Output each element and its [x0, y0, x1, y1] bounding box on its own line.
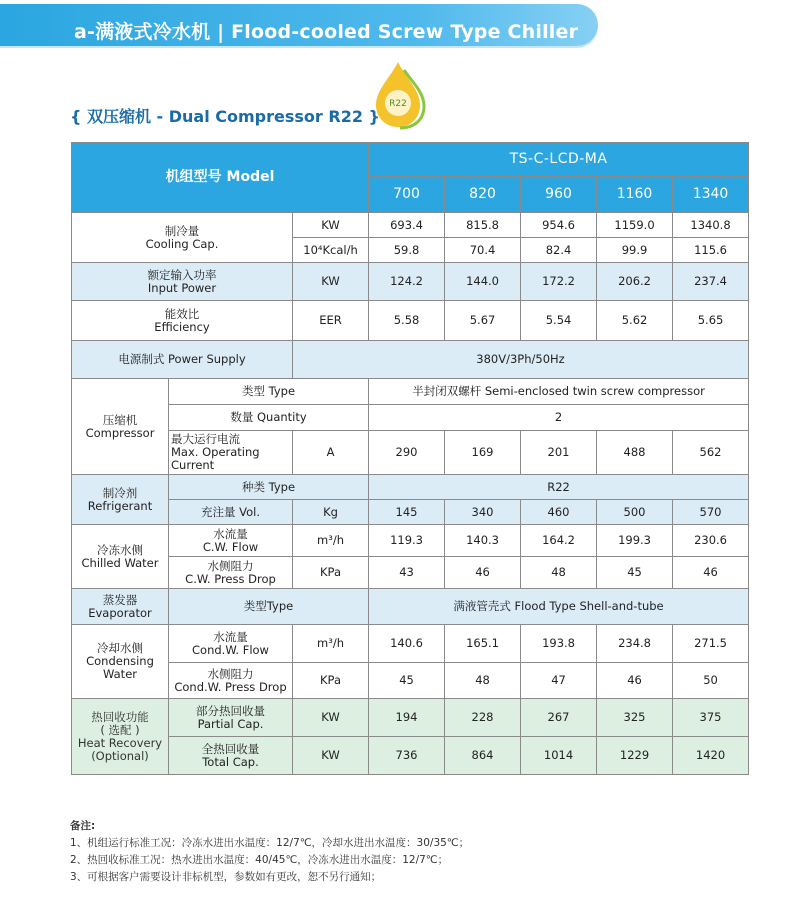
model-number: 960 [521, 177, 597, 213]
refrigerant-type-value: R22 [369, 475, 749, 500]
refrigerant-label-cn: 制冷剂 [102, 485, 138, 500]
evaporator-label [72, 589, 169, 625]
value-cell: 119.3 [369, 525, 445, 557]
refrigerant-label [72, 475, 169, 525]
value-cell: 230.6 [673, 525, 749, 557]
value-cell: 5.62 [597, 301, 673, 341]
value-cell: 59.8 [369, 238, 445, 263]
total-cap-label-en: Total Cap. [202, 754, 259, 769]
evaporator-type-value: 满液管壳式 Flood Type Shell-and-tube [369, 589, 749, 625]
value-cell: 194 [369, 699, 445, 737]
value-cell: 271.5 [673, 625, 749, 663]
total-cap-label [169, 737, 293, 775]
compressor-type-value: 半封闭双螺杆 Semi-enclosed twin screw compressor [369, 379, 749, 405]
efficiency-label-en: Efficiency [154, 319, 210, 334]
cond-drop-row [72, 663, 749, 699]
value-cell: 115.6 [673, 238, 749, 263]
compressor-qty-value: 2 [369, 405, 749, 431]
chilled-drop-label-cn: 水侧阻力 [207, 558, 254, 573]
chilled-flow-label-cn: 水流量 [213, 526, 248, 541]
chilled-flow-row [72, 525, 749, 557]
refrigerant-label-en: Refrigerant [87, 498, 153, 513]
efficiency-row [72, 301, 749, 341]
value-cell: 169 [445, 431, 521, 475]
spec-table [71, 142, 749, 775]
value-cell: 46 [445, 557, 521, 589]
value-cell: 201 [521, 431, 597, 475]
value-cell: 570 [673, 500, 749, 525]
section-subtitle: { 双压缩机 - Dual Compressor R22 } [70, 107, 380, 126]
value-cell: 340 [445, 500, 521, 525]
value-cell: 140.6 [369, 625, 445, 663]
notes-title: 备注: [70, 820, 96, 832]
model-number: 1340 [673, 177, 749, 213]
cooling-water-label-en1: Condensing [86, 654, 154, 668]
note-line: 3、可根据客户需要设计非标机型，参数如有更改，恕不另行通知； [70, 871, 382, 883]
value-cell: 172.2 [521, 263, 597, 301]
heat-recovery-label [72, 699, 169, 775]
value-cell: 1420 [673, 737, 749, 775]
heat-recovery-label-cn1: 热回收功能 [91, 709, 149, 724]
value-cell: 290 [369, 431, 445, 475]
cond-drop-label-cn: 水侧阻力 [207, 666, 254, 681]
efficiency-label-cn: 能效比 [164, 306, 200, 321]
chilled-water-label-en: Chilled Water [81, 555, 159, 570]
chilled-flow-label [169, 525, 293, 557]
unit-cell: EER [293, 301, 369, 341]
value-cell: 199.3 [597, 525, 673, 557]
refrigerant-type-row [72, 475, 749, 500]
heat-partial-row [72, 699, 749, 737]
chilled-water-label-cn: 冷冻水侧 [97, 542, 143, 557]
current-label-cn: 最大运行电流 [171, 432, 240, 446]
cond-flow-label-cn: 水流量 [213, 629, 248, 644]
value-cell: 46 [673, 557, 749, 589]
value-cell: 124.2 [369, 263, 445, 301]
compressor-qty-label: 数量 Quantity [169, 405, 369, 431]
cooling-label [72, 213, 293, 263]
value-cell: 43 [369, 557, 445, 589]
value-cell: 5.67 [445, 301, 521, 341]
value-cell: 193.8 [521, 625, 597, 663]
value-cell: 165.1 [445, 625, 521, 663]
value-cell: 228 [445, 699, 521, 737]
value-cell: 460 [521, 500, 597, 525]
compressor-type-row [72, 379, 749, 405]
value-cell: 45 [369, 663, 445, 699]
page-title: a-满液式冷水机 | Flood-cooled Screw Type Chiller [74, 21, 579, 43]
evaporator-type-label: 类型Type [169, 589, 369, 625]
unit-cell: m³/h [293, 525, 369, 557]
value-cell: 693.4 [369, 213, 445, 238]
compressor-type-label: 类型 Type [169, 379, 369, 405]
value-cell: 234.8 [597, 625, 673, 663]
cond-drop-label [169, 663, 293, 699]
efficiency-label [72, 301, 293, 341]
evaporator-label-cn: 蒸发器 [102, 592, 138, 607]
value-cell: 1229 [597, 737, 673, 775]
cond-flow-label-en: Cond.W. Flow [192, 642, 269, 657]
refrigerant-drop-icon [368, 60, 432, 130]
cond-flow-row [72, 625, 749, 663]
partial-cap-label-en: Partial Cap. [197, 716, 264, 731]
input-power-row [72, 263, 749, 301]
unit-cell: 10⁴Kcal/h [293, 238, 369, 263]
cooling-kw-row [72, 213, 749, 238]
drop-label: R22 [389, 99, 407, 109]
value-cell: 46 [597, 663, 673, 699]
heat-recovery-label-en1: Heat Recovery [77, 735, 163, 750]
value-cell: 48 [521, 557, 597, 589]
chilled-flow-label-en: C.W. Flow [202, 539, 259, 554]
current-label [169, 431, 293, 475]
value-cell: 1014 [521, 737, 597, 775]
chilled-drop-label [169, 557, 293, 589]
heat-recovery-label-cn2: ( 选配 ) [100, 722, 140, 737]
input-power-label [72, 263, 293, 301]
value-cell: 815.8 [445, 213, 521, 238]
power-supply-label: 电源制式 Power Supply [72, 341, 293, 379]
total-cap-label-cn: 全热回收量 [201, 741, 260, 756]
model-label: 机组型号 Model [72, 143, 369, 213]
value-cell: 99.9 [597, 238, 673, 263]
unit-cell: KW [293, 699, 369, 737]
unit-cell: m³/h [293, 625, 369, 663]
model-number: 820 [445, 177, 521, 213]
header-row-series [72, 143, 749, 177]
value-cell: 500 [597, 500, 673, 525]
value-cell: 562 [673, 431, 749, 475]
value-cell: 144.0 [445, 263, 521, 301]
power-supply-row [72, 341, 749, 379]
note-line: 2、热回收标准工况：热水进出水温度：40/45℃，冷冻水进出水温度：12/7℃； [70, 854, 449, 866]
value-cell: 325 [597, 699, 673, 737]
compressor-qty-row [72, 405, 749, 431]
evaporator-label-en: Evaporator [88, 605, 152, 620]
value-cell: 1159.0 [597, 213, 673, 238]
compressor-label-cn: 压缩机 [102, 412, 138, 427]
partial-cap-label-cn: 部分热回收量 [196, 703, 265, 718]
refrigerant-type-label: 种类 Type [169, 475, 369, 500]
compressor-current-row [72, 431, 749, 475]
chilled-drop-label-en: C.W. Press Drop [185, 571, 276, 586]
cooling-water-label-cn: 冷却水侧 [97, 641, 143, 655]
value-cell: 145 [369, 500, 445, 525]
note-line: 1、机组运行标准工况：冷冻水进出水温度：12/7℃，冷却水进出水温度：30/35℃； [70, 837, 470, 849]
unit-cell: KW [293, 737, 369, 775]
power-supply-value: 380V/3Ph/50Hz [293, 341, 749, 379]
chilled-drop-row [72, 557, 749, 589]
cooling-water-label-en2: Water [103, 667, 137, 681]
value-cell: 5.54 [521, 301, 597, 341]
model-number: 1160 [597, 177, 673, 213]
value-cell: 140.3 [445, 525, 521, 557]
cond-drop-label-en: Cond.W. Press Drop [174, 679, 287, 694]
compressor-label-en: Compressor [85, 425, 155, 440]
heat-recovery-label-en2: (Optional) [91, 748, 149, 763]
heat-total-row [72, 737, 749, 775]
value-cell: 206.2 [597, 263, 673, 301]
cooling-label-en: Cooling Cap. [145, 236, 219, 251]
input-power-label-cn: 额定输入功率 [147, 267, 217, 282]
compressor-label [72, 379, 169, 475]
unit-cell: KW [293, 213, 369, 238]
notes [70, 818, 469, 886]
title-banner [0, 4, 598, 46]
current-label-en2: Current [171, 458, 215, 472]
current-label-en1: Max. Operating [171, 445, 260, 459]
chilled-water-label [72, 525, 169, 589]
model-number: 700 [369, 177, 445, 213]
value-cell: 48 [445, 663, 521, 699]
value-cell: 47 [521, 663, 597, 699]
unit-cell: KPa [293, 663, 369, 699]
cooling-label-cn: 制冷量 [164, 223, 200, 238]
unit-cell: Kg [293, 500, 369, 525]
value-cell: 1340.8 [673, 213, 749, 238]
value-cell: 864 [445, 737, 521, 775]
input-power-label-en: Input Power [147, 280, 217, 295]
value-cell: 50 [673, 663, 749, 699]
refrigerant-vol-label: 充注量 Vol. [169, 500, 293, 525]
model-series: TS-C-LCD-MA [369, 143, 749, 177]
value-cell: 736 [369, 737, 445, 775]
value-cell: 488 [597, 431, 673, 475]
cooling-water-label [72, 625, 169, 699]
value-cell: 164.2 [521, 525, 597, 557]
value-cell: 5.65 [673, 301, 749, 341]
unit-cell: KW [293, 263, 369, 301]
value-cell: 82.4 [521, 238, 597, 263]
partial-cap-label [169, 699, 293, 737]
value-cell: 45 [597, 557, 673, 589]
value-cell: 954.6 [521, 213, 597, 238]
evaporator-row [72, 589, 749, 625]
unit-cell: KPa [293, 557, 369, 589]
value-cell: 267 [521, 699, 597, 737]
refrigerant-vol-row [72, 500, 749, 525]
value-cell: 70.4 [445, 238, 521, 263]
unit-cell: A [293, 431, 369, 475]
cond-flow-label [169, 625, 293, 663]
value-cell: 237.4 [673, 263, 749, 301]
value-cell: 375 [673, 699, 749, 737]
value-cell: 5.58 [369, 301, 445, 341]
